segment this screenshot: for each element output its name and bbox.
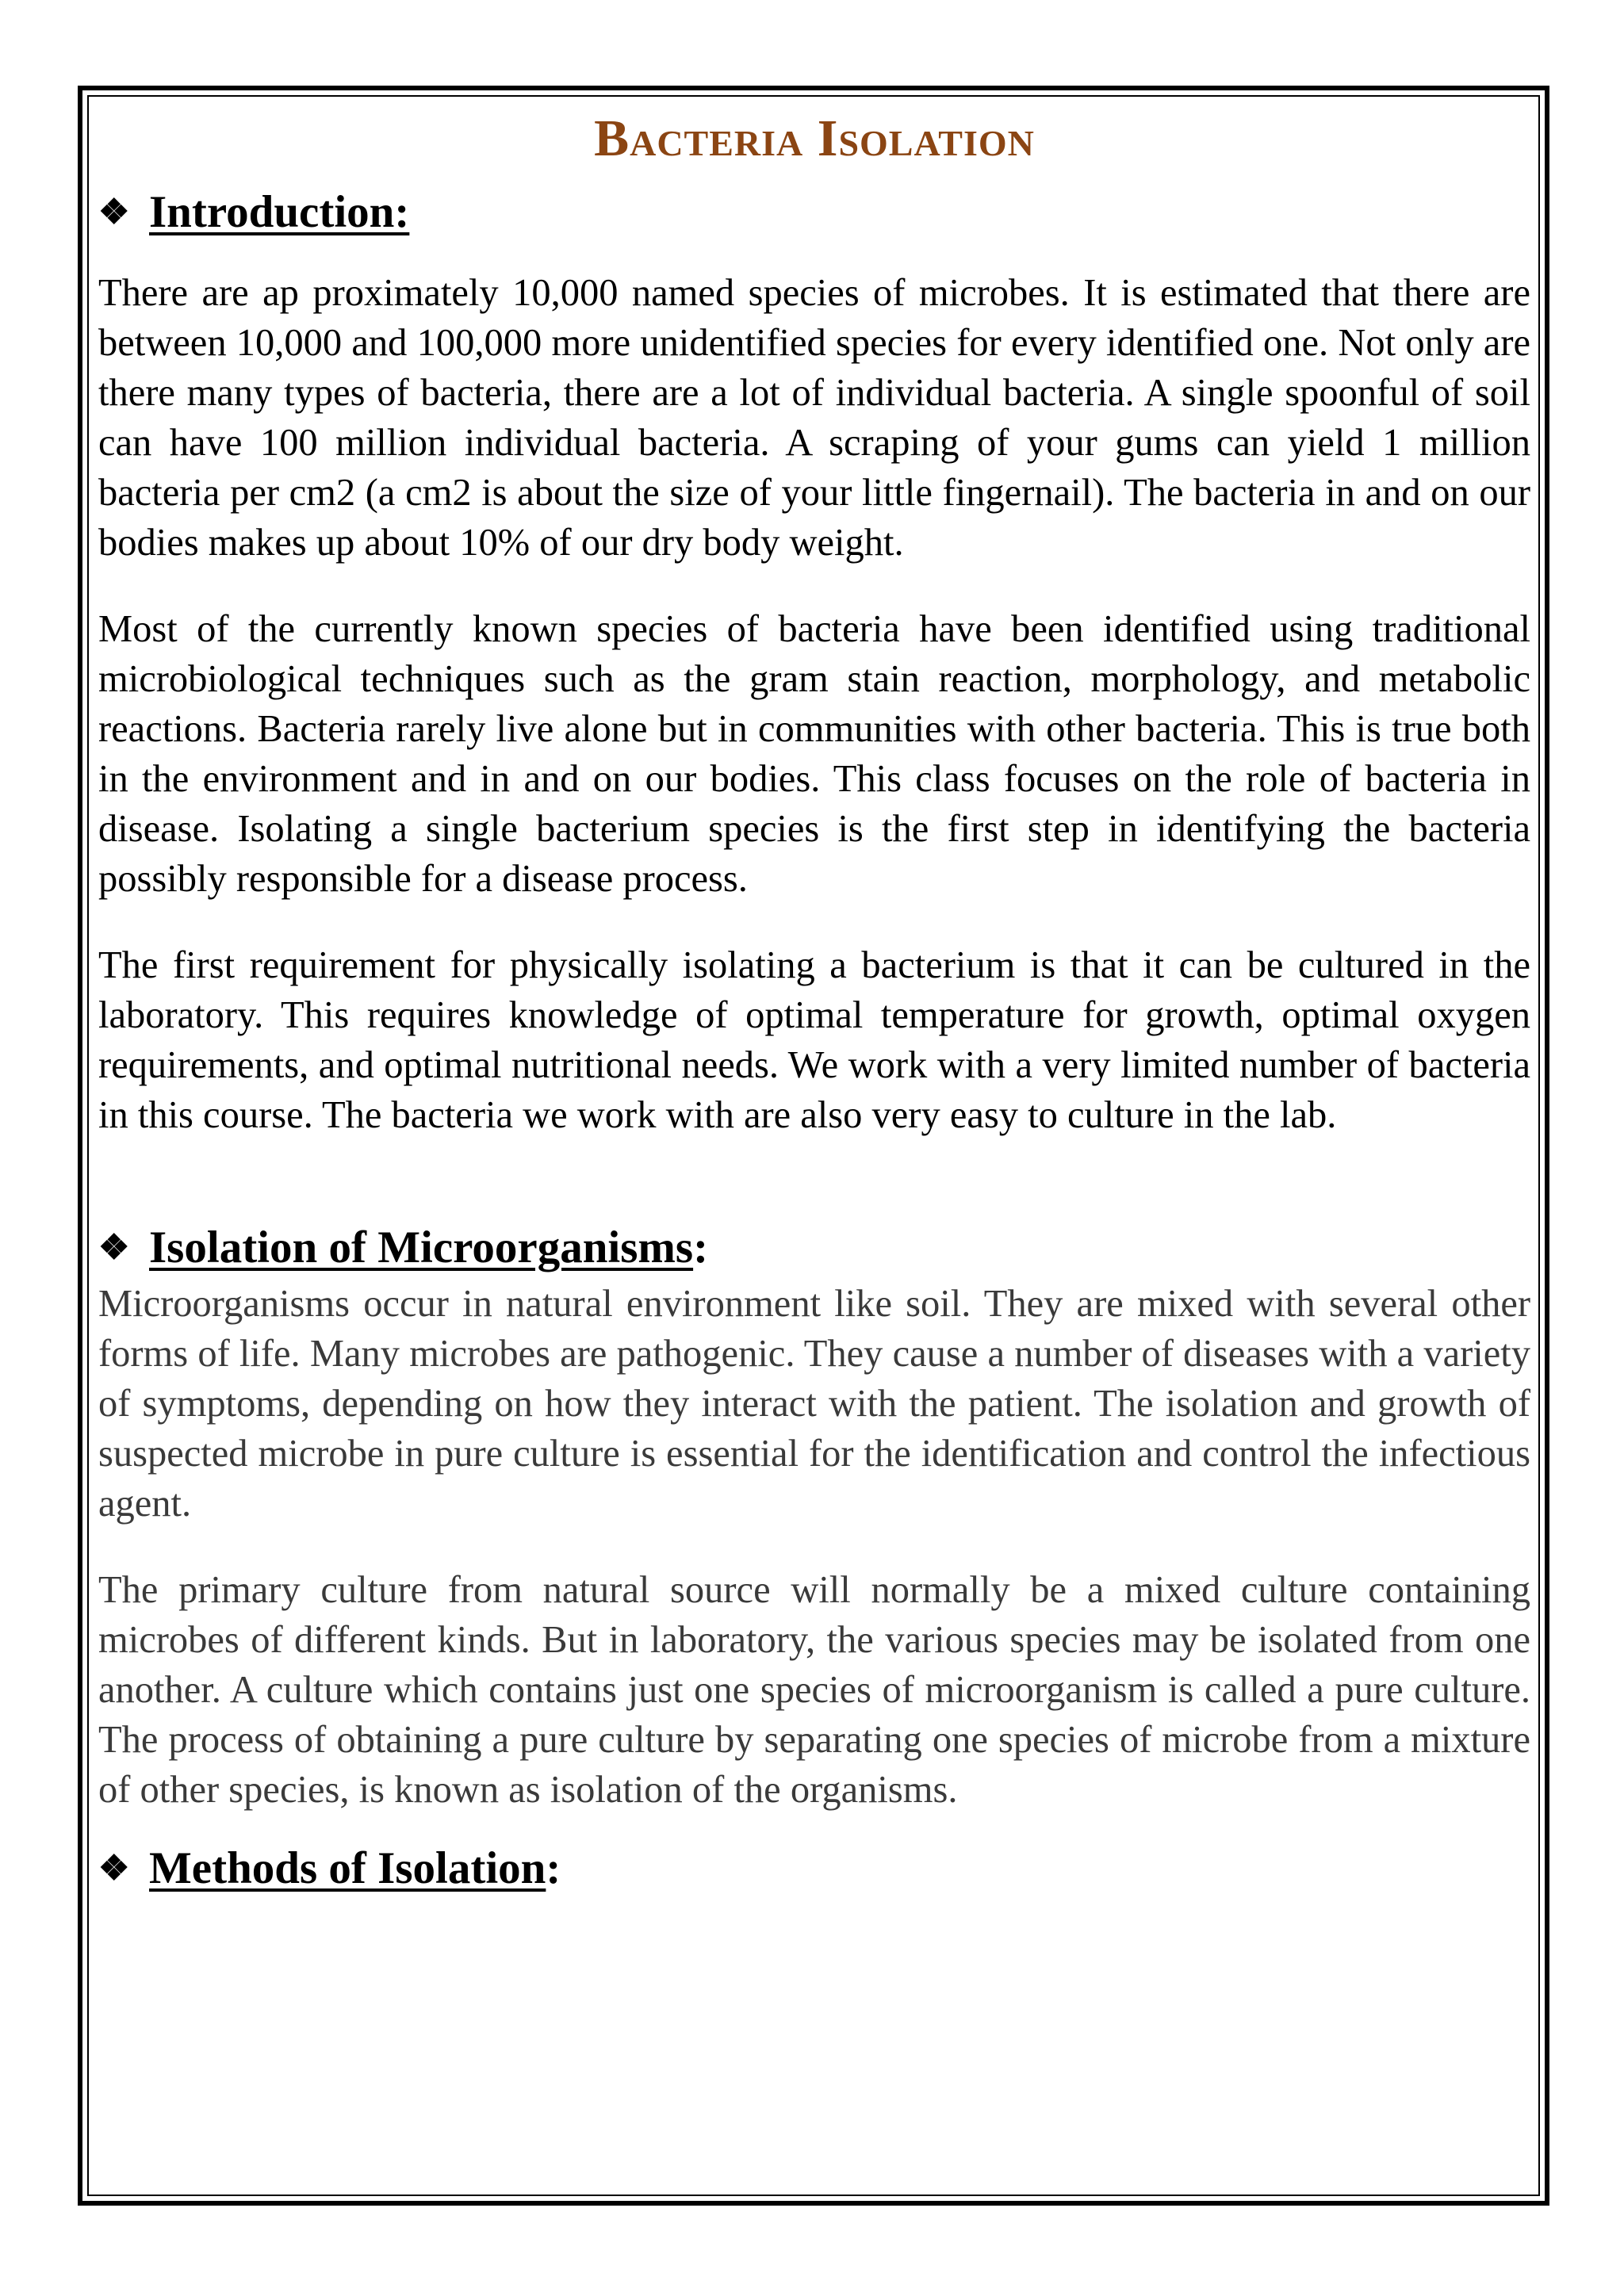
section-heading-isolation-of-microorganisms	[98, 1221, 1530, 1275]
paragraph: Microorganisms occur in natural environment like soil. They are mixed with several other forms of life. Many microbes are pathogenic. They cause a number of diseases with a variety of symptoms, depending on how they interact with the patient. The isolation and growth of suspected microbe in pure culture is essential for the identification and control the infectious agent.	[98, 1282, 1530, 1525]
diamond-bullet-icon: ❖	[98, 193, 130, 232]
section-heading-label: Methods of Isolation	[149, 1843, 546, 1893]
paragraph: The first requirement for physically isolating a bacterium is that it can be cultured in the laboratory. This requires knowledge of optimal temperature for growth, optimal oxygen requirements, and optimal nutritional needs. We work with a very limited number of bacteria in this course. The bacteria we work with are also very easy to culture in the lab.	[98, 944, 1530, 1137]
diamond-bullet-icon: ❖	[98, 1848, 130, 1888]
section-heading-colon: :	[546, 1843, 561, 1893]
document-content	[98, 95, 1530, 1896]
paragraph: The primary culture from natural source will normally be a mixed culture containing microbes of different kinds. But in laboratory, the various species may be isolated from one another. A culture which contains just one species of microorganism is called a pure culture. The process of obtaining a pure culture by separating one species of microbe from a mixture of other species, is known as isolation of the organisms.	[98, 1568, 1530, 1811]
diamond-bullet-icon: ❖	[98, 1228, 130, 1268]
section-heading-colon: :	[693, 1223, 709, 1273]
paragraph: Most of the currently known species of bacteria have been identified using traditional microbiological techniques such as the gram stain reaction, morphology, and metabolic reactions. Bacteria rarely live alone but in communities with other bacteria. This is true both in the environment and in and on our bodies. This class focuses on the role of bacteria in disease. Isolating a single bacterium species is the first step in identifying the bacteria possibly responsible for a disease process.	[98, 608, 1530, 901]
section-heading-label: Introduction:	[149, 187, 410, 237]
paragraph: There are ap proximately 10,000 named species of microbes. It is estimated that there are between 10,000 and 100,000 more unidentified species for every identified one. Not only are there many types of bacteria, there are a lot of individual bacteria. A single spoonful of soil can have 100 million individual bacteria. A scraping of your gums can yield 1 million bacteria per cm2 (a cm2 is about the size of your little fingernail). The bacteria in and on our bodies makes up about 10% of our dry body weight.	[98, 272, 1530, 564]
section-heading-methods-of-isolation	[98, 1842, 1530, 1896]
section-heading-introduction	[98, 186, 1530, 239]
page-title: Bacteria Isolation	[594, 109, 1035, 167]
section-heading-label: Isolation of Microorganisms	[149, 1223, 694, 1273]
